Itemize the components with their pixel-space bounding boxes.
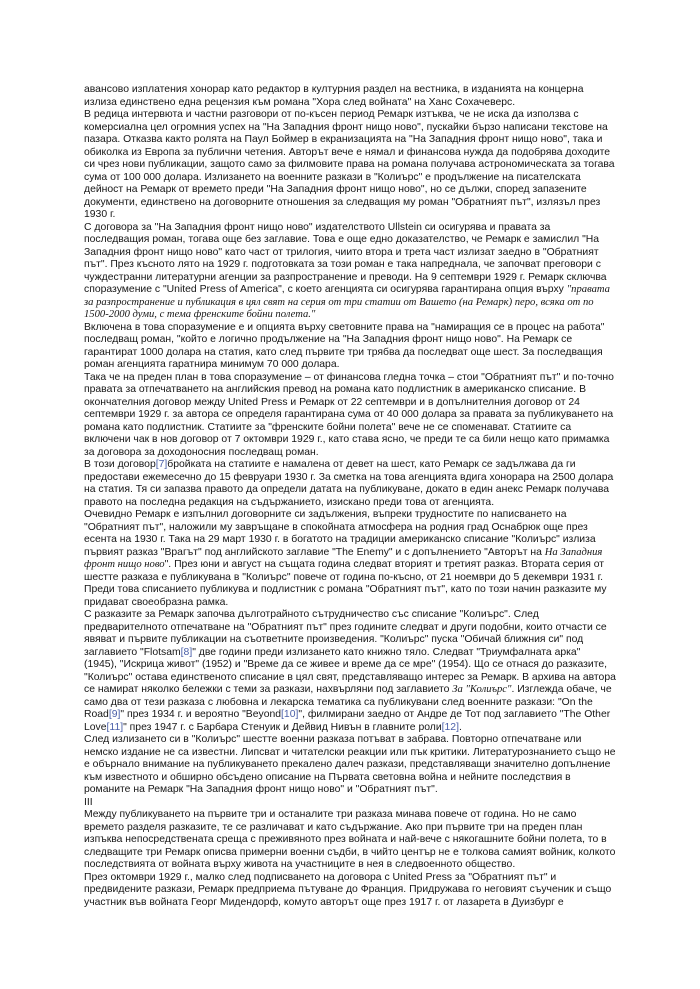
- italic-text: "правата за разпространение и публикация в цял свят на серия от три статии от Вашето (на Ремарк) перо, всяка от по 1500-2000 думи, с тема френските бойни полета.": [84, 284, 610, 320]
- text-run: Така че на преден план в това споразумение – от финансова гледна точка – стои "Обратният път" и по-точно правата за отпечатването на английския превод на романа като подлистник в американско списание. В окончателния договор между United Press и Ремарк от 22 септември и в допълнителния договор от 24 септември 1929 г. за автора се определя гарантирана сума от 40 000 долара за правата за публикуването на романа като подлистник. Статиите за "френските бойни полета" вече не се споменават. Статиите са включени чак в нов договор от 7 октомври 1929 г., като става ясно, че преди те са били нещо като примамка за договора за доходоносния последващ роман.: [84, 371, 614, 458]
- paragraph: [84, 222, 616, 322]
- paragraph: [84, 459, 616, 509]
- paragraph: [84, 509, 616, 609]
- text-run: " две години преди излизането като книжно тяло. Следват "Триумфалната арка" (1945), "Искрица живот" (1952) и "Време да се живее и време да се мре" (1954). Що се отнася до разказите, "Колиърс" остава единственото списание в цял свят, представляващо интерес за Ремарк. В архива на автора се намират няколко бележки с теми за разкази, нахвърляни под заглавието: [84, 646, 616, 695]
- text-run: бройката на статиите е намалена от девет на шест, като Ремарк се задължава да ги предостави ежемесечно до 15 февруари 1930 г. За сметка на това агенцията вдига хонорара на 2500 долара на статия. Тя си запазва правото да определи датата на публикуване, докато в един анекс Ремарк получава правото на последна редакция на съдържанието, изискано преди това от агенцията.: [84, 459, 614, 508]
- text-run: авансово изплатения хонорар като редактор в културния раздел на вестника, в изданията на концерна излиза единствено една рецензия към романа "Хора след войната" на Ханс Сохачеверс.: [84, 84, 584, 108]
- paragraph: [84, 797, 616, 810]
- footnote-ref-link[interactable]: [12]: [441, 721, 459, 733]
- paragraph: [84, 109, 616, 222]
- paragraph: [84, 809, 616, 872]
- paragraph: [84, 372, 616, 460]
- italic-text: За "Колиърс": [452, 684, 512, 695]
- text-run: Между публикуването на първите три и останалите три разказа минава повече от година. Но не само времето разделя разказите, те се различават и като съдържание. Ако при първите три на преден план изпъква непосредствената среща с преживяното през войната и най-вече с някогашните бойни полета, то в следващите три Ремарк описва примерни военни съдби, в чийто център не е толкова самият войник, колкото последствията от войната върху живота на участниците в нея в следвоенното общество.: [84, 809, 616, 870]
- document-page: [84, 84, 616, 909]
- paragraph: [84, 609, 616, 734]
- footnote-ref-link[interactable]: [8]: [180, 646, 193, 658]
- text-run: . Изглежда обаче, че само два от тези разказа с любовна и лекарска тематика са публикувани след военните разкази: "On the Road: [84, 684, 612, 720]
- footnote-ref-link[interactable]: [9]: [108, 709, 121, 720]
- text-run: Включена в това споразумение е и опцията върху световните права на "намиращия се в процес на работа" последващ роман, "който е логично продължение на "На Западния фронт нищо ново". На Ремарк се гарантират 1000 долара на статия, като след първите три трябва да последват още шест. За последващия роман агенцията гаратнира минимум 70 000 долара.: [84, 321, 605, 370]
- paragraph: [84, 322, 616, 372]
- text-run: С разказите за Ремарк започва дълготрайното сътрудничество със списание "Колиърс". След предварителното отпечатване на "Обратният път" през годините следват и други подобни, които отчасти се явяват и първите публикации на съответните произведения. "Колиърс" пуска "Обичай ближния си" под заглавието "Flotsam: [84, 609, 607, 658]
- footnote-ref-link[interactable]: [10]: [281, 709, 299, 720]
- text-run: В този договор: [84, 459, 156, 470]
- text-run: " през 1947 г. с Барбара Стенуик и Дейвид Нивън в главните роли: [123, 721, 442, 733]
- text-run: С договора за "На Западния фронт нищо ново" издателството Ullstein си осигурява и правата за последващия роман, тогава още без заглавие. Това е още едно доказателство, че Ремарк е замислил "На Западния фронт нищо ново" като част от трилогия, чиито втора и трета част излизат заедно в "Обратният път". През късното лято на 1929 г. подготовката за този роман е така напреднала, че започват преговори с чуждестранни литературни агенции за разпространение и преводи. На 9 септември 1929 г. Ремарк сключва споразумение с "United Press of America", с което агенцията си осигурява гарантирана опция върху: [84, 221, 607, 295]
- text-run: Очевидно Ремарк е изпълнил договорните си задължения, въпреки трудностите по написването на "Обратният път", наложили му завръщане в спокойната атмосфера на родния град Оснабрюк още през есента на 1930 г. Така на 29 март 1930 г. в богатото на традиции американско списание "Колиърс" излиза първият разказ "Врагът" под английското заглавие "The Enemy" и с допълнението "Авторът на: [84, 509, 596, 558]
- text-run: През октомври 1929 г., малко след подписването на договора с United Press за "Обратният път" и предвидените разкази, Ремарк предприема пътуване до Франция. Придружава го неговият съученик и също участник във войната Георг Мидендорф, комуто авторът още през 1917 г. от лазарета в Дуизбург е: [84, 871, 612, 908]
- text-run: В редица интервюта и частни разговори от по-късен период Ремарк изтъква, че не иска да използва с комерсиална цел огромния успех на "На Западния фронт нищо ново", пускайки бързо написани текстове на пазара. Отказва както ролята на Паул Боймер в екранизацията на "На Западния фронт нищо ново", така и обиколка из Европа за публични четения. Авторът вече е нямал и финансова нужда да подобрява доходите си чрез нови публикации, защото само за филмовите права на романа получава астрономическата за тогава сума от 100 000 долара. Излизането на военните разкази в "Колиърс" е продължение на писателската дейност на Ремарк от времето преди "На Западния фронт нищо ново", но се дължи, според запазените документи, единствено на договорните отношения за следващия му роман "Обратният път", излязъл през 1930 г.: [84, 109, 615, 220]
- italic-text: На Западния фронт нищо ново: [84, 546, 603, 570]
- footnote-ref-link[interactable]: [7]: [155, 459, 168, 470]
- paragraph: [84, 84, 616, 109]
- text-run: ". През юни и август на същата година следват вторият и третият разказ. Втората серия от шестте разказа е публикувана в "Колиърс" повече от година по-късно, от 21 ноември до 5 декември 1931 г. Преди това списанието публикува и подлистник с романа "Обратният път", като по този начин разказите му придават своеобразна рамка.: [84, 559, 607, 608]
- text-run: III: [84, 796, 93, 808]
- text-run: След излизането си в "Колиърс" шестте военни разказа потъват в забрава. Повторно отпечатване или немско издание не са известни. Липсват и читателски реакции или пък критики. Литературознанието също не е обърнало внимание на публикуването прекалено далеч разкази, представляващи значително допълнение към известното и обширно обсъдено описание на Първата световна война и нейните последствия в романите на Ремарк "На Западния фронт нищо ново" и "Обратният път".: [84, 734, 616, 795]
- paragraph: [84, 734, 616, 797]
- text-run: " през 1934 г. и вероятно "Beyond: [120, 709, 282, 720]
- footnote-ref-link[interactable]: [11]: [106, 721, 124, 733]
- text-run: .: [458, 721, 462, 733]
- paragraph: [84, 872, 616, 910]
- text-run: ", филмирани заедно от Андре де Тот под заглавието "The Other Love: [84, 709, 611, 733]
